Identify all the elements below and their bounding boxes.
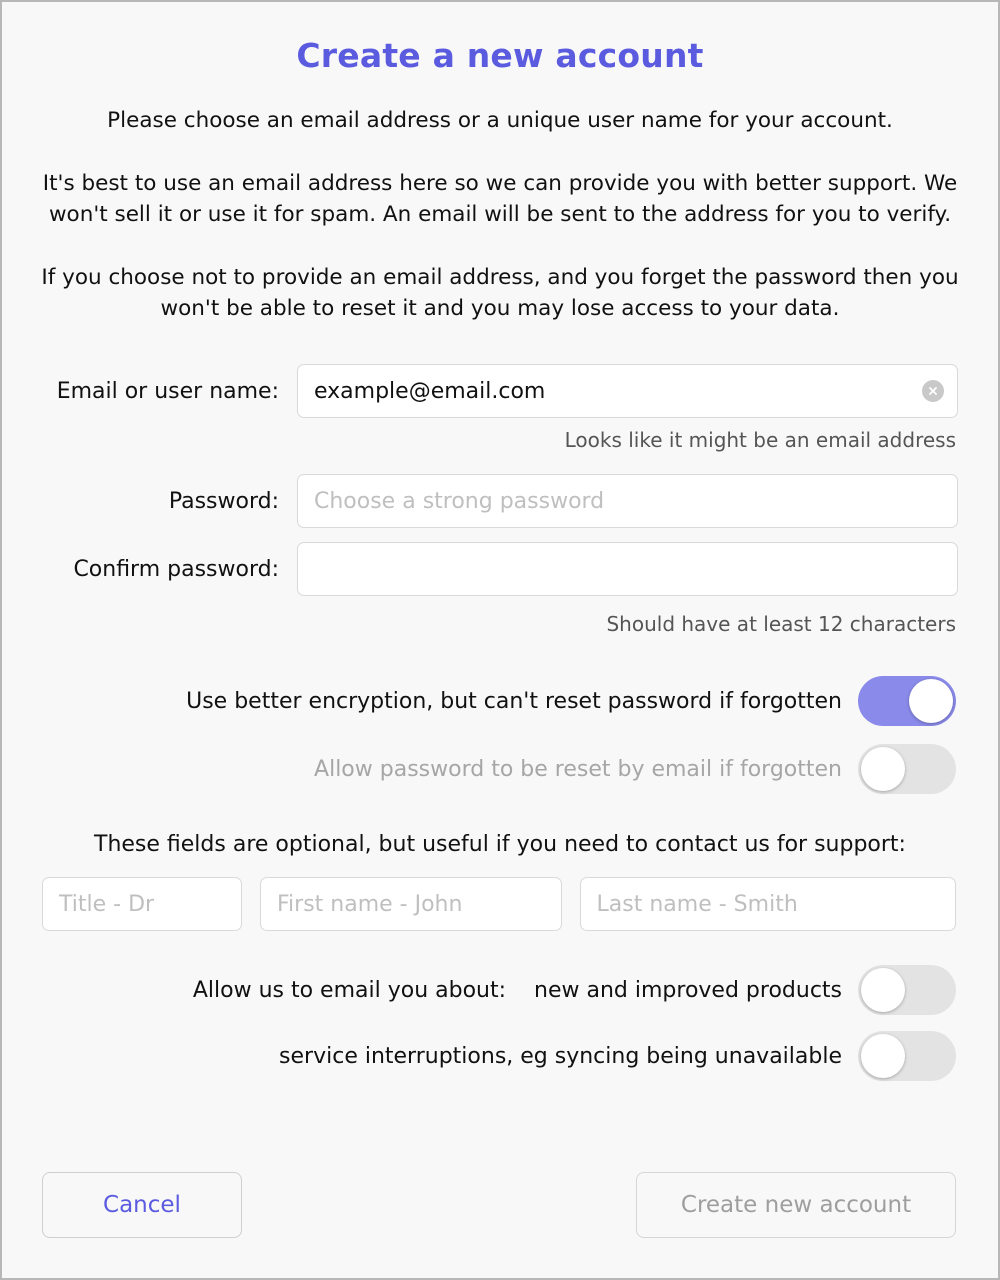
password-input-wrap <box>297 474 958 528</box>
intro-paragraph-3: If you choose not to provide an email address, and you forget the password then you won't be able to reset it and you may lose access to your data. <box>41 265 959 321</box>
email-service-toggle-row <box>42 1031 956 1081</box>
email-products-toggle-label: new and improved products <box>534 977 842 1003</box>
email-field-row <box>42 364 958 418</box>
confirm-password-field-row <box>42 542 958 596</box>
email-service-toggle-label: service interruptions, eg syncing being unavailable <box>279 1043 842 1069</box>
confirm-password-input[interactable] <box>297 542 958 596</box>
intro-paragraph-1: Please choose an email address or a unique user name for your account. <box>107 108 893 133</box>
email-products-toggle[interactable] <box>858 965 956 1015</box>
clear-circle-icon[interactable] <box>922 380 944 402</box>
first-name-input[interactable] <box>260 877 562 931</box>
password-label: Password: <box>168 488 279 514</box>
email-label: Email or user name: <box>56 378 279 404</box>
create-account-button[interactable]: Create new account <box>636 1172 956 1238</box>
dialog-buttons <box>42 1172 956 1238</box>
toggle-knob-icon <box>861 747 905 791</box>
optional-fields-note: These fields are optional, but useful if you need to contact us for support: <box>94 832 906 857</box>
encryption-toggle-row <box>42 676 956 726</box>
toggle-knob-icon <box>861 1034 905 1078</box>
reset-by-email-toggle-row <box>42 744 956 794</box>
email-input[interactable] <box>297 364 958 418</box>
encryption-toggle[interactable] <box>858 676 956 726</box>
password-hint: Should have at least 12 characters <box>606 612 956 636</box>
cancel-button[interactable]: Cancel <box>42 1172 242 1238</box>
email-opt-in-lead: Allow us to email you about: <box>192 977 507 1003</box>
reset-by-email-toggle-label: Allow password to be reset by email if forgotten <box>314 756 842 782</box>
encryption-toggle-label: Use better encryption, but can't reset password if forgotten <box>186 688 842 714</box>
intro-paragraph-2: It's best to use an email address here so we can provide you with better support. We won't sell it or use it for spam. An email will be sent to the address for you to verify. <box>42 171 958 227</box>
email-input-wrap <box>297 364 958 418</box>
password-field-row <box>42 474 958 528</box>
optional-names-row <box>42 877 956 931</box>
confirm-password-input-wrap <box>297 542 958 596</box>
reset-by-email-toggle[interactable] <box>858 744 956 794</box>
password-input[interactable] <box>297 474 958 528</box>
confirm-password-label: Confirm password: <box>73 556 279 582</box>
email-hint: Looks like it might be an email address <box>564 428 956 452</box>
email-products-toggle-row <box>42 965 956 1015</box>
toggle-knob-icon <box>861 968 905 1012</box>
toggle-knob-icon <box>909 679 953 723</box>
email-service-toggle[interactable] <box>858 1031 956 1081</box>
page-title: Create a new account <box>296 36 704 75</box>
title-input[interactable] <box>42 877 242 931</box>
last-name-input[interactable] <box>580 877 956 931</box>
